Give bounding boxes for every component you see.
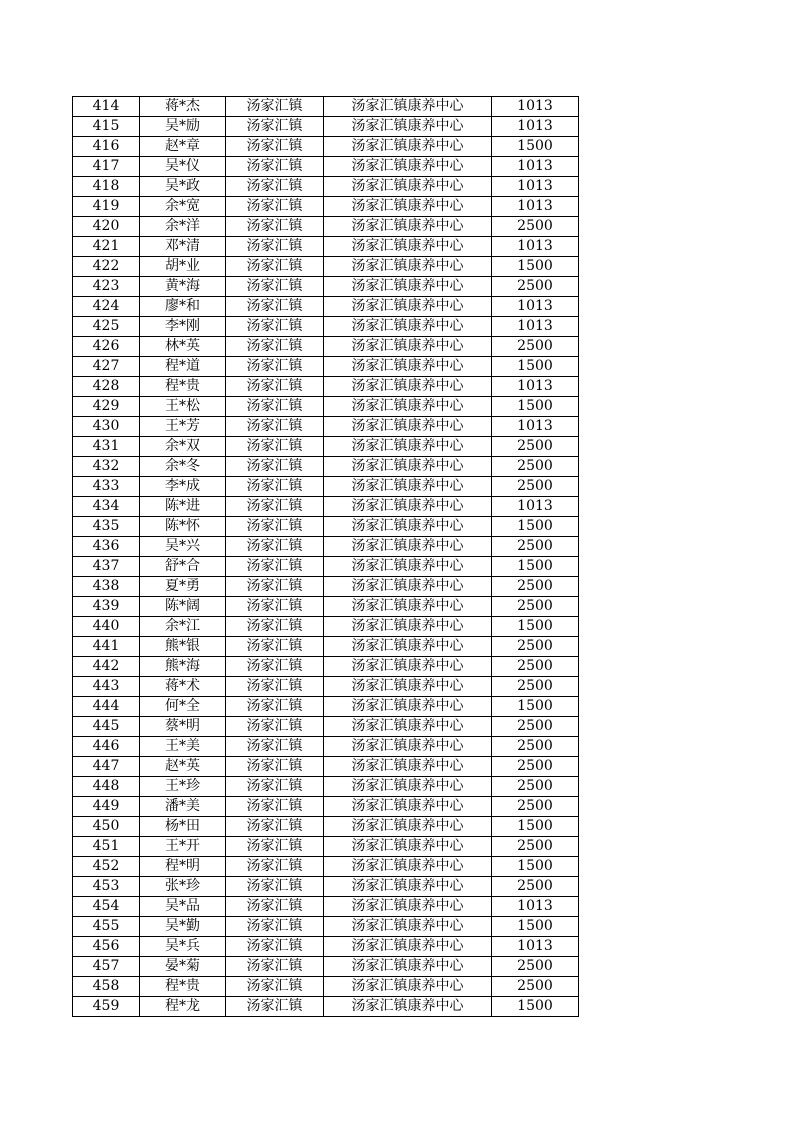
town-cell: 汤家汇镇 <box>226 357 324 377</box>
amount-cell: 1013 <box>492 237 579 257</box>
row-number-cell: 434 <box>73 497 140 517</box>
town-cell: 汤家汇镇 <box>226 597 324 617</box>
amount-cell: 1013 <box>492 937 579 957</box>
amount-cell: 2500 <box>492 677 579 697</box>
town-cell: 汤家汇镇 <box>226 97 324 117</box>
town-cell: 汤家汇镇 <box>226 317 324 337</box>
town-cell: 汤家汇镇 <box>226 497 324 517</box>
name-cell: 夏*勇 <box>140 577 226 597</box>
name-cell: 余*洋 <box>140 217 226 237</box>
town-cell: 汤家汇镇 <box>226 737 324 757</box>
institution-cell: 汤家汇镇康养中心 <box>324 277 492 297</box>
table-row <box>73 317 579 337</box>
name-cell: 李*刚 <box>140 317 226 337</box>
institution-cell: 汤家汇镇康养中心 <box>324 177 492 197</box>
institution-cell: 汤家汇镇康养中心 <box>324 957 492 977</box>
institution-cell: 汤家汇镇康养中心 <box>324 937 492 957</box>
row-number-cell: 447 <box>73 757 140 777</box>
row-number-cell: 421 <box>73 237 140 257</box>
name-cell: 余*江 <box>140 617 226 637</box>
table-row <box>73 857 579 877</box>
table-row <box>73 297 579 317</box>
amount-cell: 1500 <box>492 257 579 277</box>
amount-cell: 2500 <box>492 537 579 557</box>
name-cell: 程*道 <box>140 357 226 377</box>
institution-cell: 汤家汇镇康养中心 <box>324 777 492 797</box>
town-cell: 汤家汇镇 <box>226 657 324 677</box>
amount-cell: 2500 <box>492 657 579 677</box>
name-cell: 吴*兵 <box>140 937 226 957</box>
table-row <box>73 377 579 397</box>
institution-cell: 汤家汇镇康养中心 <box>324 837 492 857</box>
row-number-cell: 425 <box>73 317 140 337</box>
name-cell: 何*全 <box>140 697 226 717</box>
row-number-cell: 422 <box>73 257 140 277</box>
table-row <box>73 157 579 177</box>
table-row <box>73 797 579 817</box>
town-cell: 汤家汇镇 <box>226 857 324 877</box>
amount-cell: 1500 <box>492 917 579 937</box>
row-number-cell: 452 <box>73 857 140 877</box>
row-number-cell: 414 <box>73 97 140 117</box>
name-cell: 王*开 <box>140 837 226 857</box>
town-cell: 汤家汇镇 <box>226 837 324 857</box>
town-cell: 汤家汇镇 <box>226 897 324 917</box>
name-cell: 程*明 <box>140 857 226 877</box>
town-cell: 汤家汇镇 <box>226 617 324 637</box>
row-number-cell: 457 <box>73 957 140 977</box>
institution-cell: 汤家汇镇康养中心 <box>324 977 492 997</box>
institution-cell: 汤家汇镇康养中心 <box>324 897 492 917</box>
amount-cell: 1013 <box>492 97 579 117</box>
name-cell: 熊*银 <box>140 637 226 657</box>
town-cell: 汤家汇镇 <box>226 437 324 457</box>
row-number-cell: 428 <box>73 377 140 397</box>
name-cell: 赵*英 <box>140 757 226 777</box>
roster-table <box>72 96 579 1017</box>
table-row <box>73 397 579 417</box>
name-cell: 张*珍 <box>140 877 226 897</box>
amount-cell: 1013 <box>492 317 579 337</box>
amount-cell: 1013 <box>492 497 579 517</box>
table-row <box>73 697 579 717</box>
institution-cell: 汤家汇镇康养中心 <box>324 797 492 817</box>
institution-cell: 汤家汇镇康养中心 <box>324 577 492 597</box>
table-row <box>73 757 579 777</box>
table-row <box>73 657 579 677</box>
name-cell: 潘*美 <box>140 797 226 817</box>
name-cell: 黄*海 <box>140 277 226 297</box>
table-row <box>73 677 579 697</box>
town-cell: 汤家汇镇 <box>226 137 324 157</box>
name-cell: 余*冬 <box>140 457 226 477</box>
town-cell: 汤家汇镇 <box>226 677 324 697</box>
amount-cell: 2500 <box>492 597 579 617</box>
amount-cell: 2500 <box>492 277 579 297</box>
town-cell: 汤家汇镇 <box>226 177 324 197</box>
row-number-cell: 456 <box>73 937 140 957</box>
town-cell: 汤家汇镇 <box>226 697 324 717</box>
town-cell: 汤家汇镇 <box>226 797 324 817</box>
roster-table-body <box>73 97 579 1017</box>
table-row <box>73 457 579 477</box>
town-cell: 汤家汇镇 <box>226 157 324 177</box>
town-cell: 汤家汇镇 <box>226 217 324 237</box>
row-number-cell: 455 <box>73 917 140 937</box>
name-cell: 王*芳 <box>140 417 226 437</box>
row-number-cell: 423 <box>73 277 140 297</box>
institution-cell: 汤家汇镇康养中心 <box>324 357 492 377</box>
institution-cell: 汤家汇镇康养中心 <box>324 677 492 697</box>
name-cell: 余*宽 <box>140 197 226 217</box>
institution-cell: 汤家汇镇康养中心 <box>324 757 492 777</box>
table-row <box>73 237 579 257</box>
row-number-cell: 430 <box>73 417 140 437</box>
town-cell: 汤家汇镇 <box>226 197 324 217</box>
row-number-cell: 450 <box>73 817 140 837</box>
row-number-cell: 442 <box>73 657 140 677</box>
town-cell: 汤家汇镇 <box>226 557 324 577</box>
town-cell: 汤家汇镇 <box>226 517 324 537</box>
table-row <box>73 557 579 577</box>
institution-cell: 汤家汇镇康养中心 <box>324 417 492 437</box>
amount-cell: 1013 <box>492 417 579 437</box>
institution-cell: 汤家汇镇康养中心 <box>324 257 492 277</box>
row-number-cell: 429 <box>73 397 140 417</box>
amount-cell: 2500 <box>492 837 579 857</box>
row-number-cell: 453 <box>73 877 140 897</box>
institution-cell: 汤家汇镇康养中心 <box>324 617 492 637</box>
row-number-cell: 427 <box>73 357 140 377</box>
institution-cell: 汤家汇镇康养中心 <box>324 337 492 357</box>
row-number-cell: 451 <box>73 837 140 857</box>
table-row <box>73 177 579 197</box>
amount-cell: 1013 <box>492 897 579 917</box>
amount-cell: 1013 <box>492 177 579 197</box>
town-cell: 汤家汇镇 <box>226 537 324 557</box>
table-row <box>73 637 579 657</box>
amount-cell: 1013 <box>492 197 579 217</box>
institution-cell: 汤家汇镇康养中心 <box>324 157 492 177</box>
table-row <box>73 197 579 217</box>
table-row <box>73 897 579 917</box>
amount-cell: 2500 <box>492 777 579 797</box>
name-cell: 吴*政 <box>140 177 226 197</box>
row-number-cell: 458 <box>73 977 140 997</box>
town-cell: 汤家汇镇 <box>226 977 324 997</box>
table-row <box>73 497 579 517</box>
institution-cell: 汤家汇镇康养中心 <box>324 477 492 497</box>
table-row <box>73 477 579 497</box>
table-row <box>73 717 579 737</box>
row-number-cell: 435 <box>73 517 140 537</box>
row-number-cell: 454 <box>73 897 140 917</box>
name-cell: 吴*勤 <box>140 917 226 937</box>
name-cell: 杨*田 <box>140 817 226 837</box>
town-cell: 汤家汇镇 <box>226 337 324 357</box>
amount-cell: 1013 <box>492 117 579 137</box>
town-cell: 汤家汇镇 <box>226 917 324 937</box>
town-cell: 汤家汇镇 <box>226 417 324 437</box>
table-row <box>73 357 579 377</box>
table-row <box>73 217 579 237</box>
row-number-cell: 449 <box>73 797 140 817</box>
name-cell: 邓*清 <box>140 237 226 257</box>
row-number-cell: 443 <box>73 677 140 697</box>
town-cell: 汤家汇镇 <box>226 377 324 397</box>
amount-cell: 2500 <box>492 577 579 597</box>
town-cell: 汤家汇镇 <box>226 937 324 957</box>
amount-cell: 1500 <box>492 857 579 877</box>
row-number-cell: 445 <box>73 717 140 737</box>
amount-cell: 1013 <box>492 297 579 317</box>
amount-cell: 1500 <box>492 557 579 577</box>
amount-cell: 2500 <box>492 957 579 977</box>
table-row <box>73 777 579 797</box>
table-row <box>73 997 579 1017</box>
institution-cell: 汤家汇镇康养中心 <box>324 437 492 457</box>
amount-cell: 2500 <box>492 217 579 237</box>
row-number-cell: 420 <box>73 217 140 237</box>
institution-cell: 汤家汇镇康养中心 <box>324 657 492 677</box>
table-row <box>73 257 579 277</box>
name-cell: 王*美 <box>140 737 226 757</box>
town-cell: 汤家汇镇 <box>226 777 324 797</box>
amount-cell: 1500 <box>492 357 579 377</box>
name-cell: 余*双 <box>140 437 226 457</box>
institution-cell: 汤家汇镇康养中心 <box>324 197 492 217</box>
institution-cell: 汤家汇镇康养中心 <box>324 317 492 337</box>
town-cell: 汤家汇镇 <box>226 257 324 277</box>
town-cell: 汤家汇镇 <box>226 297 324 317</box>
amount-cell: 2500 <box>492 457 579 477</box>
row-number-cell: 437 <box>73 557 140 577</box>
amount-cell: 2500 <box>492 337 579 357</box>
institution-cell: 汤家汇镇康养中心 <box>324 817 492 837</box>
row-number-cell: 432 <box>73 457 140 477</box>
town-cell: 汤家汇镇 <box>226 637 324 657</box>
name-cell: 吴*励 <box>140 117 226 137</box>
amount-cell: 1500 <box>492 517 579 537</box>
table-row <box>73 817 579 837</box>
amount-cell: 2500 <box>492 437 579 457</box>
amount-cell: 2500 <box>492 717 579 737</box>
town-cell: 汤家汇镇 <box>226 717 324 737</box>
row-number-cell: 446 <box>73 737 140 757</box>
name-cell: 蒋*杰 <box>140 97 226 117</box>
table-row <box>73 737 579 757</box>
town-cell: 汤家汇镇 <box>226 817 324 837</box>
town-cell: 汤家汇镇 <box>226 877 324 897</box>
name-cell: 吴*仪 <box>140 157 226 177</box>
town-cell: 汤家汇镇 <box>226 757 324 777</box>
institution-cell: 汤家汇镇康养中心 <box>324 737 492 757</box>
name-cell: 吴*兴 <box>140 537 226 557</box>
row-number-cell: 416 <box>73 137 140 157</box>
row-number-cell: 439 <box>73 597 140 617</box>
table-row <box>73 837 579 857</box>
row-number-cell: 444 <box>73 697 140 717</box>
name-cell: 赵*章 <box>140 137 226 157</box>
institution-cell: 汤家汇镇康养中心 <box>324 117 492 137</box>
amount-cell: 1500 <box>492 697 579 717</box>
amount-cell: 1500 <box>492 617 579 637</box>
institution-cell: 汤家汇镇康养中心 <box>324 917 492 937</box>
row-number-cell: 415 <box>73 117 140 137</box>
town-cell: 汤家汇镇 <box>226 477 324 497</box>
institution-cell: 汤家汇镇康养中心 <box>324 497 492 517</box>
town-cell: 汤家汇镇 <box>226 277 324 297</box>
row-number-cell: 417 <box>73 157 140 177</box>
row-number-cell: 426 <box>73 337 140 357</box>
institution-cell: 汤家汇镇康养中心 <box>324 297 492 317</box>
town-cell: 汤家汇镇 <box>226 457 324 477</box>
institution-cell: 汤家汇镇康养中心 <box>324 397 492 417</box>
institution-cell: 汤家汇镇康养中心 <box>324 717 492 737</box>
town-cell: 汤家汇镇 <box>226 117 324 137</box>
table-row <box>73 537 579 557</box>
table-row <box>73 277 579 297</box>
name-cell: 吴*品 <box>140 897 226 917</box>
row-number-cell: 459 <box>73 997 140 1017</box>
row-number-cell: 418 <box>73 177 140 197</box>
amount-cell: 2500 <box>492 877 579 897</box>
table-row <box>73 337 579 357</box>
amount-cell: 1500 <box>492 137 579 157</box>
amount-cell: 1500 <box>492 397 579 417</box>
institution-cell: 汤家汇镇康养中心 <box>324 997 492 1017</box>
table-row <box>73 617 579 637</box>
amount-cell: 2500 <box>492 757 579 777</box>
table-row <box>73 117 579 137</box>
town-cell: 汤家汇镇 <box>226 997 324 1017</box>
amount-cell: 2500 <box>492 477 579 497</box>
amount-cell: 1500 <box>492 817 579 837</box>
name-cell: 林*英 <box>140 337 226 357</box>
table-row <box>73 137 579 157</box>
name-cell: 程*龙 <box>140 997 226 1017</box>
institution-cell: 汤家汇镇康养中心 <box>324 517 492 537</box>
name-cell: 晏*菊 <box>140 957 226 977</box>
table-row <box>73 97 579 117</box>
name-cell: 胡*业 <box>140 257 226 277</box>
name-cell: 舒*合 <box>140 557 226 577</box>
name-cell: 蔡*明 <box>140 717 226 737</box>
institution-cell: 汤家汇镇康养中心 <box>324 537 492 557</box>
name-cell: 廖*和 <box>140 297 226 317</box>
institution-cell: 汤家汇镇康养中心 <box>324 857 492 877</box>
amount-cell: 2500 <box>492 977 579 997</box>
table-row <box>73 917 579 937</box>
institution-cell: 汤家汇镇康养中心 <box>324 377 492 397</box>
name-cell: 陈*阔 <box>140 597 226 617</box>
institution-cell: 汤家汇镇康养中心 <box>324 637 492 657</box>
table-row <box>73 957 579 977</box>
name-cell: 陈*怀 <box>140 517 226 537</box>
row-number-cell: 419 <box>73 197 140 217</box>
table-row <box>73 977 579 997</box>
name-cell: 熊*海 <box>140 657 226 677</box>
amount-cell: 1013 <box>492 157 579 177</box>
amount-cell: 2500 <box>492 797 579 817</box>
amount-cell: 2500 <box>492 737 579 757</box>
table-row <box>73 877 579 897</box>
row-number-cell: 424 <box>73 297 140 317</box>
name-cell: 王*珍 <box>140 777 226 797</box>
name-cell: 程*贵 <box>140 977 226 997</box>
row-number-cell: 438 <box>73 577 140 597</box>
row-number-cell: 431 <box>73 437 140 457</box>
row-number-cell: 436 <box>73 537 140 557</box>
institution-cell: 汤家汇镇康养中心 <box>324 237 492 257</box>
institution-cell: 汤家汇镇康养中心 <box>324 597 492 617</box>
institution-cell: 汤家汇镇康养中心 <box>324 697 492 717</box>
institution-cell: 汤家汇镇康养中心 <box>324 217 492 237</box>
institution-cell: 汤家汇镇康养中心 <box>324 97 492 117</box>
table-row <box>73 437 579 457</box>
name-cell: 程*贵 <box>140 377 226 397</box>
name-cell: 陈*进 <box>140 497 226 517</box>
name-cell: 蒋*术 <box>140 677 226 697</box>
town-cell: 汤家汇镇 <box>226 957 324 977</box>
amount-cell: 2500 <box>492 637 579 657</box>
table-row <box>73 597 579 617</box>
table-row <box>73 517 579 537</box>
town-cell: 汤家汇镇 <box>226 397 324 417</box>
institution-cell: 汤家汇镇康养中心 <box>324 457 492 477</box>
amount-cell: 1013 <box>492 377 579 397</box>
institution-cell: 汤家汇镇康养中心 <box>324 137 492 157</box>
name-cell: 王*松 <box>140 397 226 417</box>
name-cell: 李*成 <box>140 477 226 497</box>
table-row <box>73 937 579 957</box>
amount-cell: 1500 <box>492 997 579 1017</box>
row-number-cell: 448 <box>73 777 140 797</box>
institution-cell: 汤家汇镇康养中心 <box>324 557 492 577</box>
table-row <box>73 577 579 597</box>
town-cell: 汤家汇镇 <box>226 237 324 257</box>
row-number-cell: 440 <box>73 617 140 637</box>
table-row <box>73 417 579 437</box>
row-number-cell: 433 <box>73 477 140 497</box>
row-number-cell: 441 <box>73 637 140 657</box>
town-cell: 汤家汇镇 <box>226 577 324 597</box>
institution-cell: 汤家汇镇康养中心 <box>324 877 492 897</box>
